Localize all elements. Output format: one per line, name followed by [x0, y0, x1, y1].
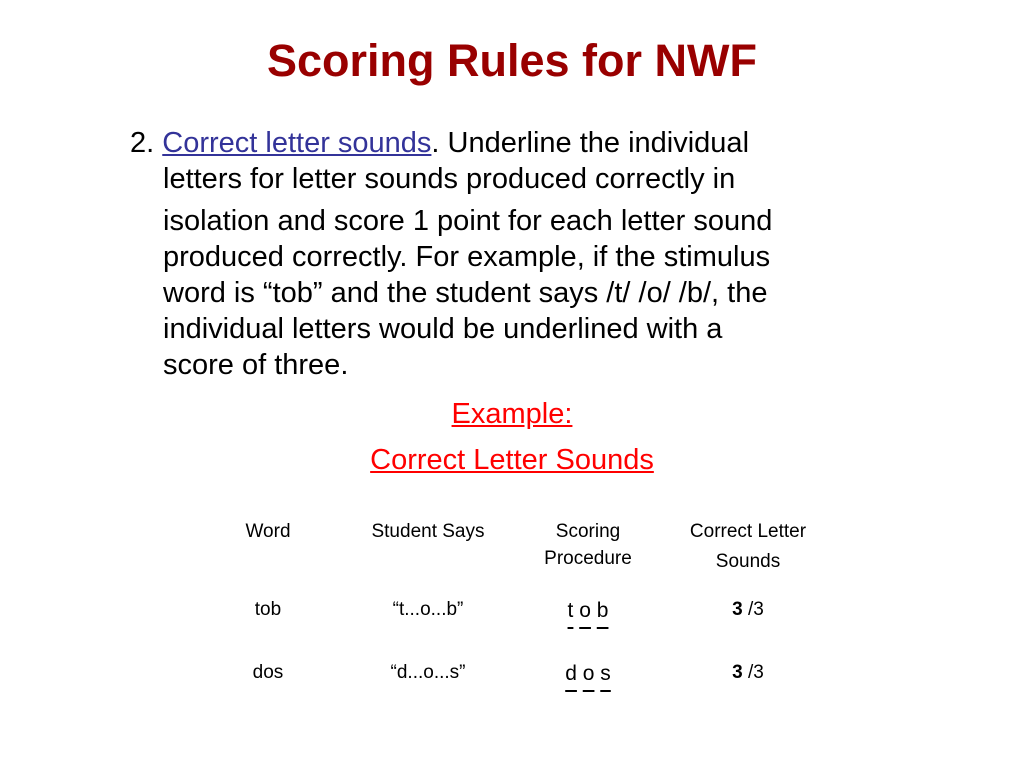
header-scoring-procedure — [518, 518, 658, 572]
row-1-letter-3: b — [596, 599, 609, 622]
rule-text-line-7: score of three. — [163, 349, 349, 381]
row-2-student-says: “d...o...s” — [390, 662, 466, 683]
row-1-letter-1: t — [567, 599, 574, 622]
rule-number: 2. — [130, 127, 155, 159]
rule-text-line-4: produced correctly. For example, if the stimulus — [163, 241, 771, 273]
rule-text-line-2: letters for letter sounds produced correctly in — [163, 163, 736, 195]
example-heading: Example: — [451, 398, 573, 430]
row-1-correct-sounds — [658, 596, 838, 623]
header-correct-letter-sounds — [658, 518, 838, 575]
row-1-letter-2: o — [579, 599, 591, 622]
rule-text-line-6: individual letters would be underlined with a — [163, 313, 723, 345]
row-1-total: /3 — [748, 599, 764, 620]
rule-line-1 — [130, 125, 900, 161]
row-2-correct-sounds — [658, 659, 838, 686]
rule-text-line-1: . Underline the individual — [431, 127, 750, 159]
row-1-student-says: “t...o...b” — [392, 599, 464, 620]
row-2-score: 3 — [732, 662, 743, 683]
row-2-letter-2: o — [582, 662, 595, 685]
correct-letter-sounds-link[interactable]: Correct letter sounds — [162, 127, 432, 159]
row-1-word: tob — [254, 599, 282, 620]
rule-paragraph — [130, 125, 900, 383]
header-correct-line-1: Correct Letter — [689, 521, 807, 542]
row-2-scoring-procedure — [518, 660, 658, 687]
rule-text-line-5: word is “tob” and the student says /t/ /o/ /b/, the — [163, 277, 768, 309]
slide-title: Scoring Rules for NWF — [266, 35, 757, 86]
row-1-scoring-procedure — [518, 597, 658, 624]
rule-text-line-3: isolation and score 1 point for each letter sound — [163, 205, 773, 237]
header-scoring-line-1: Scoring — [555, 521, 621, 542]
row-2-word: dos — [252, 662, 284, 683]
row-2-total: /3 — [748, 662, 764, 683]
header-scoring-line-2: Procedure — [544, 548, 632, 569]
row-1-score: 3 — [732, 599, 743, 620]
header-word: Word — [245, 521, 291, 542]
row-2-letter-3: s — [600, 662, 611, 685]
header-correct-line-2: Sounds — [715, 551, 781, 572]
row-2-letter-1: d — [565, 662, 577, 685]
example-subheading: Correct Letter Sounds — [370, 444, 654, 476]
header-student-says: Student Says — [371, 521, 485, 542]
